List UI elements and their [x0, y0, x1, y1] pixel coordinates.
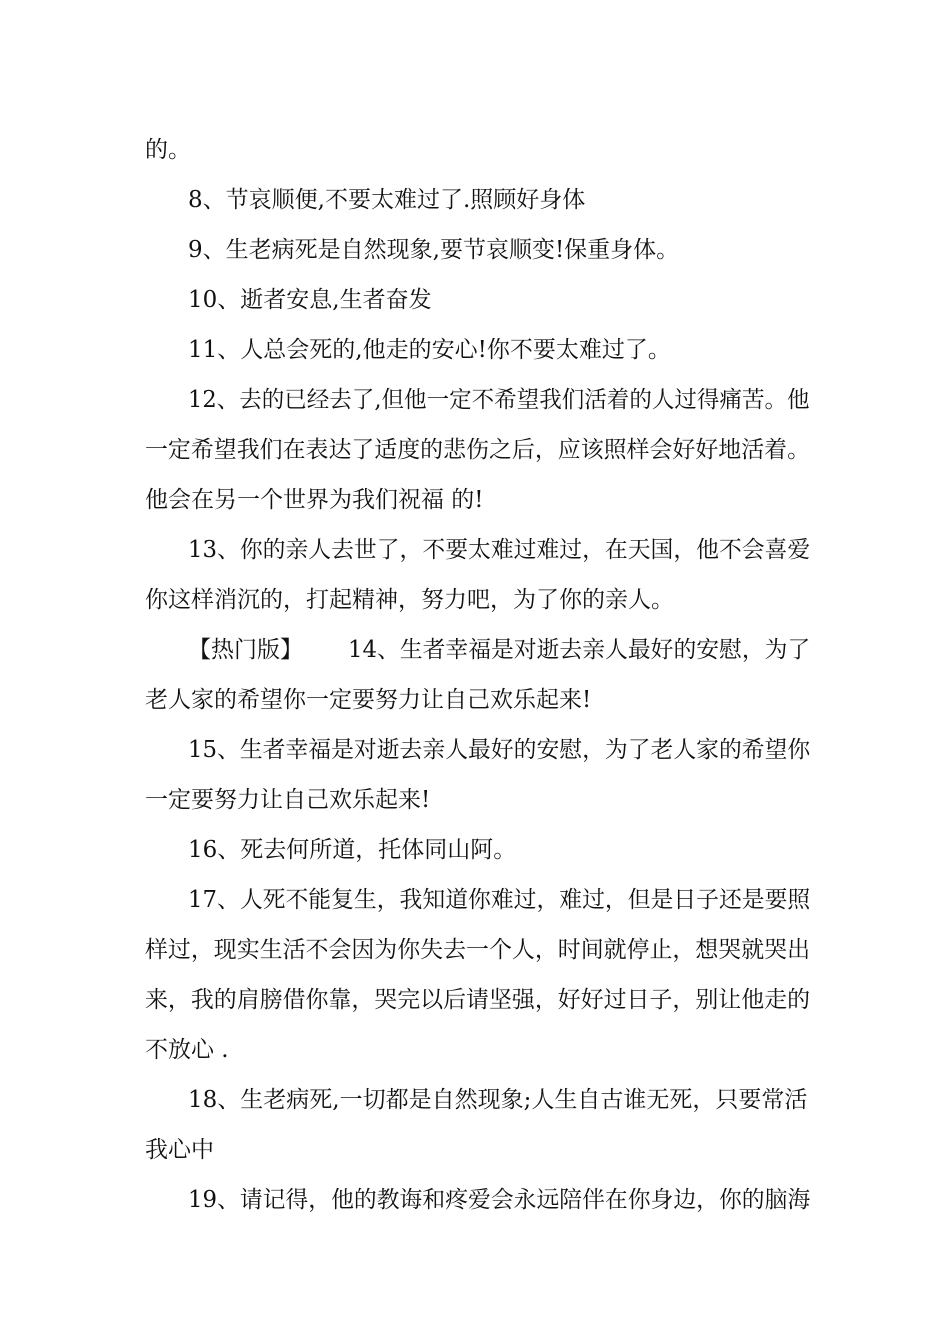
text-line: 不放心 .: [145, 1037, 229, 1063]
text-line: 8、节哀顺便,不要太难过了.照顾好身体: [188, 187, 586, 213]
text-line: 你这样消沉的，打起精神，努力吧，为了你的亲人。: [145, 587, 674, 613]
text-line: 一定希望我们在表达了适度的悲伤之后，应该照样会好好地活着。: [145, 437, 810, 463]
text-line: 14、生者幸福是对逝去亲人最好的安慰，为了: [348, 637, 811, 663]
text-line: 老人家的希望你一定要努力让自己欢乐起来!: [145, 687, 592, 713]
text-line: 11、人总会死的,他走的安心!你不要太难过了。: [188, 337, 671, 363]
text-line: 样过，现实生活不会因为你失去一个人，时间就停止，想哭就哭出: [145, 937, 810, 963]
text-line: 一定要努力让自己欢乐起来!: [145, 787, 431, 813]
text-line: 12、去的已经去了,但他一定不希望我们活着的人过得痛苦。他: [188, 387, 810, 413]
text-line: 我心中: [145, 1137, 214, 1163]
text-line: 13、你的亲人去世了，不要太难过难过，在天国，他不会喜爱: [188, 537, 811, 563]
text-line: 16、死去何所道，托体同山阿。: [188, 837, 517, 863]
text-line: 15、生者幸福是对逝去亲人最好的安慰，为了老人家的希望你: [188, 737, 811, 763]
text-line: 10、逝者安息,生者奋发: [188, 287, 432, 313]
text-line: 他会在另一个世界为我们祝福 的!: [145, 487, 484, 513]
text-line: 19、请记得，他的教诲和疼爱会永远陪伴在你身边，你的脑海: [188, 1187, 811, 1213]
text-line: 9、生老病死是自然现象,要节哀顺变!保重身体。: [188, 237, 680, 263]
hot-version-label: 【热门版】: [188, 637, 303, 663]
text-line: 来，我的肩膀借你靠，哭完以后请坚强，好好过日子，别让他走的: [145, 987, 810, 1013]
text-line: 的。: [145, 137, 191, 163]
text-line: 18、生老病死,一切都是自然现象;人生自古谁无死，只要常活: [188, 1087, 808, 1113]
text-line: 17、人死不能复生，我知道你难过，难过，但是日子还是要照: [188, 887, 811, 913]
